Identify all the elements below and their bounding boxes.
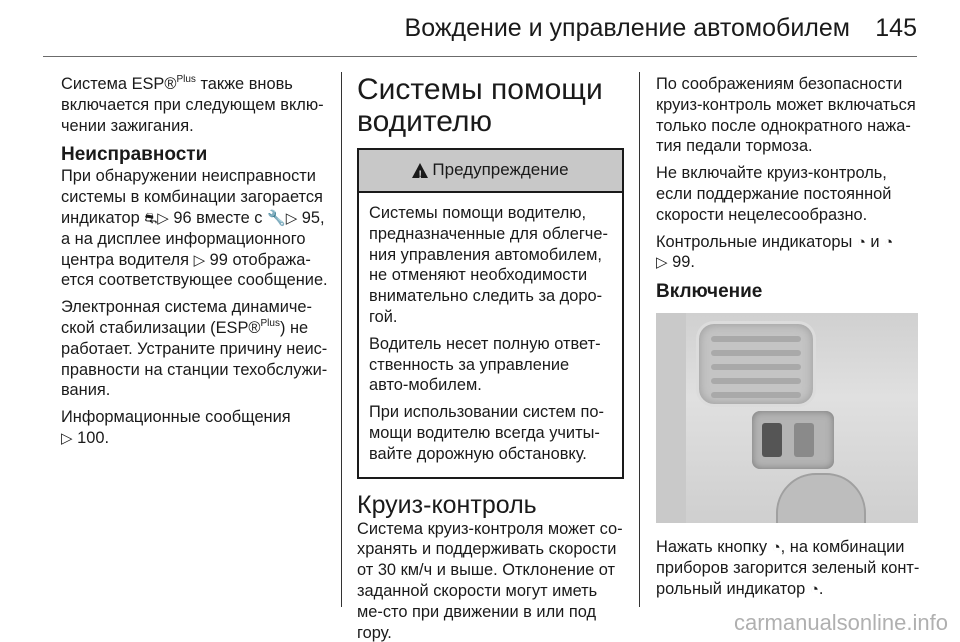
vent-slat xyxy=(711,378,801,384)
cruise-active-icon: ◔ xyxy=(809,580,819,598)
text: 96 вместе с xyxy=(168,208,268,227)
text: 100. xyxy=(72,428,110,447)
esp-car-skid-icon: ⛐ xyxy=(144,209,158,227)
text: Система ESP® xyxy=(61,75,177,93)
heading-cruise-control: Круиз-контроль xyxy=(357,490,537,519)
switch-image xyxy=(794,423,814,457)
section-title: Системы помощи водителю xyxy=(357,73,603,138)
text: , на комбинации приборов загорится зеленый конт-рольный индикатор xyxy=(656,538,920,598)
page-ref-arrow-icon: ▷ xyxy=(61,429,73,447)
wrench-icon: 🔧 xyxy=(267,209,286,227)
vent-slat xyxy=(711,392,801,398)
vent-slat xyxy=(711,350,801,356)
dashboard-photo xyxy=(656,313,918,523)
cruise-switch-image xyxy=(762,423,782,457)
text: . xyxy=(818,579,824,598)
paragraph: При использовании систем по-мощи водителю всегда учиты-вайте дорожную обстановку. xyxy=(369,403,604,463)
text: и xyxy=(865,232,885,251)
cruise-speedometer-icon: ◔ xyxy=(884,233,894,251)
column-right xyxy=(656,74,924,606)
steering-column-image xyxy=(776,473,866,523)
warning-header xyxy=(359,150,622,193)
warning-title: Предупреждение xyxy=(432,160,569,180)
text: Нажать кнопку xyxy=(656,538,772,557)
column-divider xyxy=(341,72,342,607)
paragraph xyxy=(61,166,329,291)
superscript: Plus xyxy=(176,74,196,85)
cruise-active-icon: ◔ xyxy=(856,233,866,251)
text: также вновь включается при следующем вклю-чении зажигания. xyxy=(61,75,324,135)
column-divider xyxy=(639,72,640,607)
text: Контрольные индикаторы xyxy=(656,232,857,251)
warning-triangle-icon xyxy=(412,163,428,178)
cruise-switch-panel xyxy=(752,411,834,469)
paragraph xyxy=(61,74,329,136)
heading-activation: Включение xyxy=(656,281,763,303)
paragraph xyxy=(656,537,924,599)
paragraph: Водитель несет полную ответ-ственность за управление авто-мобилем. xyxy=(369,334,601,395)
warning-body xyxy=(359,193,622,477)
paragraph: Системы помощи водителю, предназначенные для облегче-ния управления автомобилем, не отменяют необходимости внимательно следить за доро-гой. xyxy=(369,204,608,326)
text: 99. xyxy=(667,253,695,272)
watermark: carmanualsonline.info xyxy=(733,610,948,635)
paragraph xyxy=(61,407,329,449)
text: ) не работает. Устраните причину неис-правности на станции техобслужи-вания. xyxy=(61,318,328,400)
heading-faults: Неисправности xyxy=(61,144,208,166)
superscript: Plus xyxy=(260,317,280,329)
page-title: Вождение и управление автомобилем xyxy=(404,14,850,42)
page-header xyxy=(0,0,960,56)
text: Информационные сообщения xyxy=(61,408,291,427)
column-left xyxy=(61,74,329,455)
header-divider xyxy=(43,56,917,57)
vent-slat xyxy=(711,364,801,370)
cruise-speedometer-icon: ◔ xyxy=(771,539,781,557)
text: Электронная система динамиче-ской стабилизации (ESP® xyxy=(61,298,313,337)
page-ref-arrow-icon: ▷ xyxy=(285,209,298,227)
page-ref-arrow-icon: ▷ xyxy=(656,254,668,272)
dash-edge xyxy=(656,313,686,523)
column-middle xyxy=(357,74,625,642)
page-number: 145 xyxy=(875,14,917,42)
page-ref-arrow-icon: ▷ xyxy=(157,209,169,227)
paragraph: По соображениям безопасности круиз-контроль может включаться только после однократного нажа-тия педали тормоза. xyxy=(656,75,916,156)
paragraph xyxy=(61,297,329,401)
page-ref-arrow-icon: ▷ xyxy=(193,251,206,269)
text: 95, а на дисплее информационного центра водителя xyxy=(61,208,325,269)
air-vent-image xyxy=(696,321,816,407)
paragraph: Не включайте круиз-контроль, если поддержание постоянной скорости нецелесообразно. xyxy=(656,164,892,224)
warning-box xyxy=(357,148,624,479)
text: При обнаружении неисправности системы в комбинации загорается индикатор xyxy=(61,167,323,227)
text: 99 отобража-ется соответствующее сообщение. xyxy=(61,250,328,290)
vent-slat xyxy=(711,336,801,342)
paragraph: Система круиз-контроля может со-хранять и поддерживать скорости от 30 км/ч и выше. Отклонение от заданной скорости могут иметь ме-сто при движении в или под гору. xyxy=(357,519,623,642)
paragraph xyxy=(656,232,924,274)
